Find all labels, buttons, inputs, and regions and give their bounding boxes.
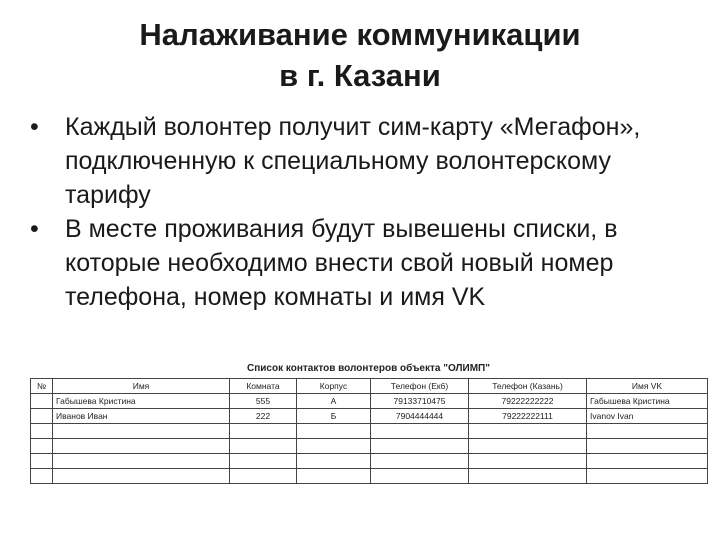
header-name: Имя [53,379,230,394]
cell-number [31,394,53,409]
cell-phone-kazan: 79222222222 [469,394,587,409]
cell-phone-kazan [469,424,587,439]
header-phone-kazan: Телефон (Казань) [469,379,587,394]
cell-phone-ekb [371,469,469,484]
cell-phone-kazan [469,439,587,454]
cell-building [297,424,371,439]
table-row [31,424,708,439]
cell-building: А [297,394,371,409]
bullet-icon: • [30,215,39,243]
contacts-table-block [30,362,707,484]
cell-room: 222 [230,409,297,424]
cell-phone-ekb: 79133710475 [371,394,469,409]
cell-room: 555 [230,394,297,409]
cell-name: Габышева Кристина [53,394,230,409]
bullet-text: Каждый волонтер получит сим-карту «Мегафон», подключенную к специальному волонтерскому тарифу [65,113,641,209]
cell-room [230,424,297,439]
header-phone-ekb: Телефон (Ек6) [371,379,469,394]
cell-vk-name [587,454,708,469]
bullet-item [30,110,700,212]
header-number: № [31,379,53,394]
cell-name [53,454,230,469]
cell-name [53,469,230,484]
cell-number [31,454,53,469]
cell-building [297,454,371,469]
table-row [31,394,708,409]
cell-vk-name [587,424,708,439]
cell-phone-ekb: 7904444444 [371,409,469,424]
cell-name [53,424,230,439]
header-vk-name: Имя VK [587,379,708,394]
bullet-text: В месте проживания будут вывешены списки, в которые необходимо внести свой новый номер телефона, номер комнаты и имя VK [65,215,618,311]
table-row [31,469,708,484]
slide-title-line-1: Налаживание коммуникации [139,17,581,52]
cell-phone-ekb [371,439,469,454]
header-building: Корпус [297,379,371,394]
cell-phone-ekb [371,454,469,469]
header-room: Комната [230,379,297,394]
table-title: Список контактов волонтеров объекта "ОЛИМП" [247,363,490,374]
table-row [31,409,708,424]
cell-phone-ekb [371,424,469,439]
slide-title-line-2: в г. Казани [279,58,441,93]
cell-name [53,439,230,454]
table-row [31,439,708,454]
cell-room [230,439,297,454]
cell-number [31,439,53,454]
cell-phone-kazan: 79222222111 [469,409,587,424]
bullet-list [30,110,700,314]
bullet-icon: • [30,113,39,141]
table-row [31,454,708,469]
cell-phone-kazan [469,454,587,469]
cell-phone-kazan [469,469,587,484]
bullet-item [30,212,700,314]
cell-number [31,469,53,484]
cell-vk-name: Ivanov Ivan [587,409,708,424]
cell-vk-name [587,439,708,454]
cell-building: Б [297,409,371,424]
contacts-table [30,378,708,484]
cell-vk-name: Габышева Кристина [587,394,708,409]
cell-room [230,469,297,484]
slide-title [0,14,720,96]
cell-name: Иванов Иван [53,409,230,424]
table-header-row [31,379,708,394]
cell-building [297,439,371,454]
cell-vk-name [587,469,708,484]
cell-building [297,469,371,484]
cell-number [31,409,53,424]
cell-number [31,424,53,439]
cell-room [230,454,297,469]
